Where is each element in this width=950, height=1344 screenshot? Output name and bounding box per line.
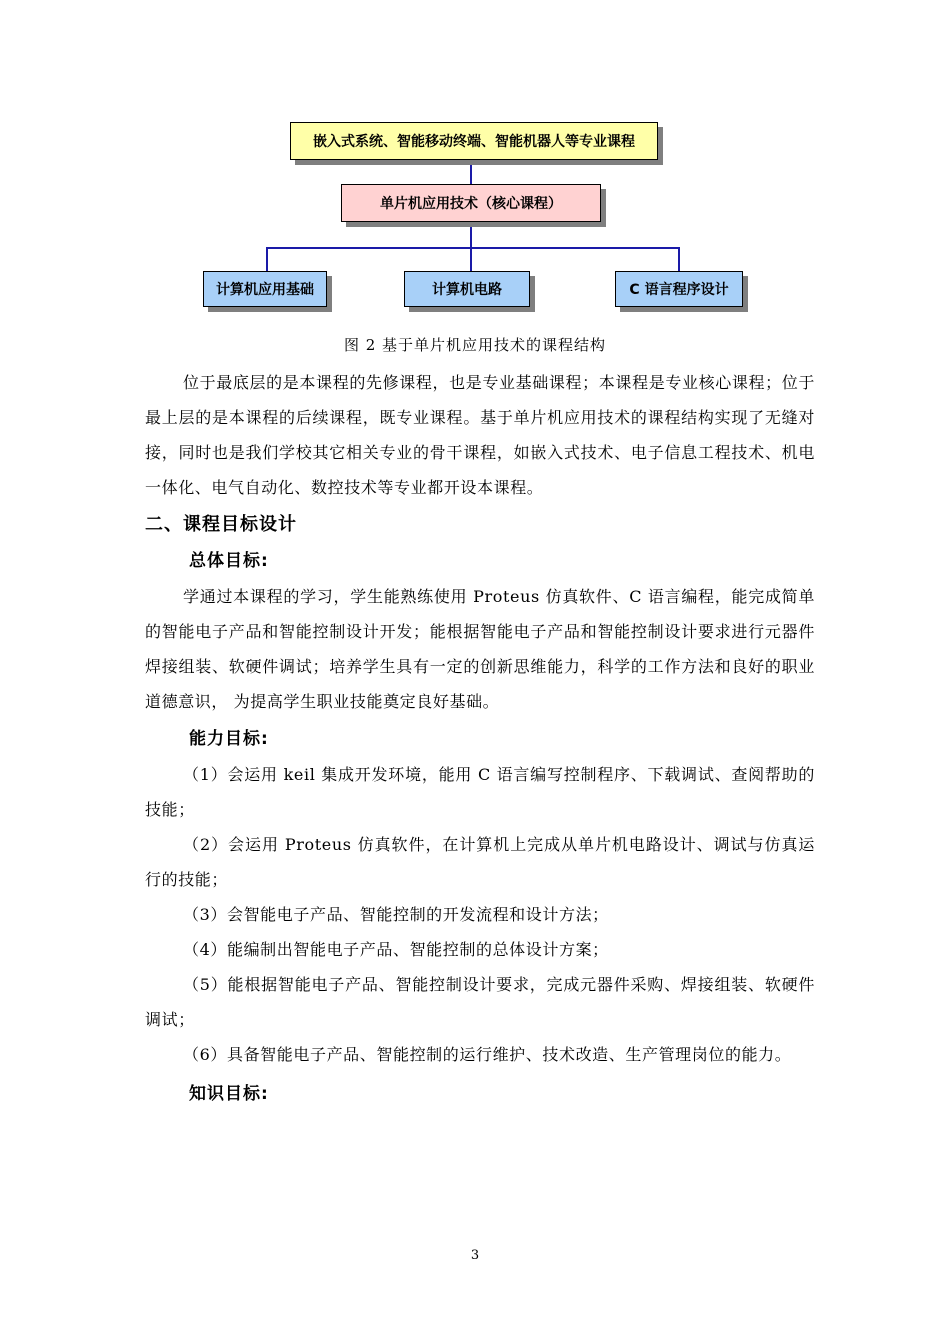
course-structure-diagram [0,0,950,330]
connector-right [678,247,680,271]
connector-top-core [470,160,472,184]
intro-paragraph: 位于最底层的是本课程的先修课程，也是专业基础课程；本课程是专业核心课程；位于最上层的是本课程的后续课程，既专业课程。基于单片机应用技术的课程结构实现了无缝对接，同时也是我们学校其它相关专业的骨干课程，如嵌入式技术、电子信息工程技术、机电一体化、电气自动化、数控技术等专业都开设本课程。 [145,373,815,497]
prereq-label-c-programming: C 语言程序设计 [629,282,729,298]
body-text [145,365,815,1112]
ability-goal-heading: 能力目标: [189,729,269,749]
section-heading: 二、课程目标设计 [145,514,297,535]
core-course-label: 单片机应用技术（核心课程） [380,196,562,212]
ability-item: （1）会运用 keil 集成开发环境，能用 C 语言编写控制程序、下载调试、查阅帮助的技能； [145,765,815,819]
prereq-label-computer-circuits: 计算机电路 [432,282,502,298]
page-number: 3 [470,1248,480,1263]
prereq-box-computer-basics [203,271,327,307]
connector-middle [470,247,472,271]
connector-horizontal [266,247,680,249]
knowledge-goal-heading: 知识目标: [189,1084,269,1104]
overall-goal-heading: 总体目标: [189,551,269,571]
follow-up-courses-label: 嵌入式系统、智能移动终端、智能机器人等专业课程 [313,134,635,150]
ability-item: （2）会运用 Proteus 仿真软件，在计算机上完成从单片机电路设计、调试与仿真运行的技能； [145,835,815,889]
prereq-box-computer-circuits [404,271,530,307]
connector-left [266,247,268,271]
overall-goal-paragraph: 学通过本课程的学习，学生能熟练使用 Proteus 仿真软件、C 语言编程，能完成简单的智能电子产品和智能控制设计开发；能根据智能电子产品和智能控制设计要求进行元器件焊接组装、软硬件调试；培养学生具有一定的创新思维能力，科学的工作方法和良好的职业道德意识， 为提高学生职业技能奠定良好基础。 [145,587,815,711]
connector-core-down [470,222,472,248]
core-course-box [341,184,601,222]
figure-caption: 图 2 基于单片机应用技术的课程结构 [343,336,607,354]
ability-item: （3）会智能电子产品、智能控制的开发流程和设计方法； [183,905,609,924]
prereq-label-computer-basics: 计算机应用基础 [216,282,314,298]
ability-item: （5）能根据智能电子产品、智能控制设计要求，完成元器件采购、焊接组装、软硬件调试； [145,975,815,1029]
ability-item: （6）具备智能电子产品、智能控制的运行维护、技术改造、生产管理岗位的能力。 [183,1045,792,1064]
follow-up-courses-box [290,122,658,160]
prereq-box-c-programming [615,271,743,307]
ability-item: （4）能编制出智能电子产品、智能控制的总体设计方案； [183,940,609,959]
